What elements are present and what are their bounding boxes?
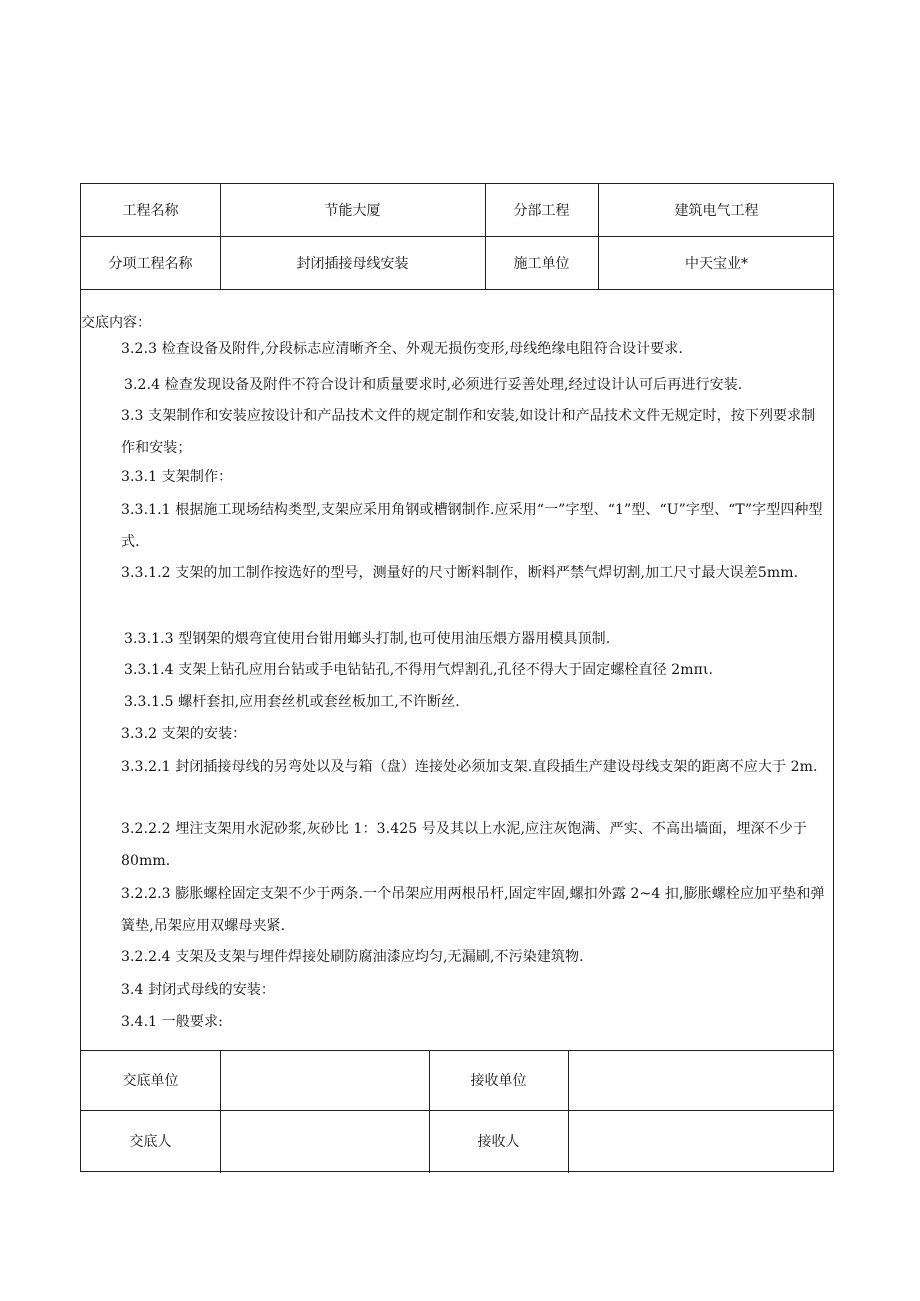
paragraph: 3.4.1 一般要求: [121, 1014, 223, 1030]
receiver-label: 接收人 [477, 1134, 520, 1150]
project-name-value: 节能大厦 [324, 203, 381, 219]
paragraph: 3.3.1.4 支架上钻孔应用台钻或手电钻钻孔,不得用气焊割孔,孔径不得大于固定螺栓直径 2mπι. [124, 662, 714, 678]
paragraph: 3.3 支架制作和安装应按设计和产品技术文件的规定制作和安装,如设计和产品技术文件无规定时，按下列要求制作和安装； [121, 408, 816, 456]
contractor-label: 施工单位 [513, 255, 570, 272]
paragraph: 3.3.1.1 根据施工现场结构类型,支架应采用角钢或槽钢制作.应采用“一”字型、“1”型、“U”字型、“T”字型四种型式. [121, 502, 823, 550]
paragraph: 3.2.2.2 埋注支架用水泥砂浆,灰砂比 1：3.425 号及其以上水泥,应注灰饱满、严实、不高出墙面，埋深不少于 80mm. [121, 821, 808, 869]
receiving-unit-label: 接收单位 [470, 1073, 527, 1089]
paragraph: 3.2.2.3 膨胀螺栓固定支架不少于两条.一个吊架应用两根吊杆,固定牢固,螺扣外露 2~4 扣,膨胀螺栓应加平垫和弹簧垫,吊架应用双螺母夹紧. [121, 886, 825, 934]
paragraph: 3.4 封闭式母线的安装： [121, 982, 276, 998]
handover-unit-label: 交底单位 [122, 1073, 179, 1089]
paragraph: 3.2.2.4 支架及支架与埋件焊接处刷防腐油漆应均匀,无漏刷,不污染建筑物. [121, 949, 584, 965]
paragraph: 3.3.2 支架的安装： [121, 726, 247, 742]
paragraph: 3.3.1 支架制作： [121, 469, 233, 485]
paragraph: 3.3.2.1 封闭插接母线的另弯处以及与箱（盘）连接处必须加支架.直段插生产建设母线支架的距离不应大于 2m. [121, 759, 818, 775]
paragraph: 3.2.3 检查设备及附件,分段标志应清晰齐全、外观无损伤变形,母线绝缘电阻符合设计要求. [121, 341, 683, 357]
division-value: 建筑电气工程 [674, 203, 759, 219]
handover-unit-value [220, 1050, 429, 1110]
project-name-label: 工程名称 [122, 203, 179, 219]
handover-content [81, 290, 833, 1050]
handover-person-value [220, 1110, 429, 1172]
paragraph: 3.2.4 检查发现设备及附件不符合设计和质量要求时,必须进行妥善处理,经过设计认可后再进行安装. [124, 377, 743, 393]
paragraph: 3.3.1.2 支架的加工制作按选好的型号，测量好的尺寸断料制作，断料严禁气焊切割,加工尺寸最大误差5mm. [121, 565, 799, 581]
division-label: 分部工程 [513, 203, 570, 219]
paragraph: 3.3.1.5 螺杆套扣,应用套丝机或套丝板加工,不许断丝. [124, 694, 460, 710]
handover-form-table [80, 183, 834, 1172]
receiver-value [568, 1110, 835, 1172]
paragraph: 3.3.1.3 型钢架的煨弯宜使用台钳用螂头打制,也可使用油压煨方器用模具顶制. [124, 631, 611, 647]
handover-person-label: 交底人 [129, 1134, 172, 1150]
content-label: 交底内容： [81, 315, 151, 331]
receiving-unit-value [568, 1050, 835, 1110]
subitem-label: 分项工程名称 [108, 255, 193, 272]
subitem-value: 封闭插接母线安装 [296, 255, 409, 272]
contractor-value: 中天宝业* [685, 255, 748, 272]
